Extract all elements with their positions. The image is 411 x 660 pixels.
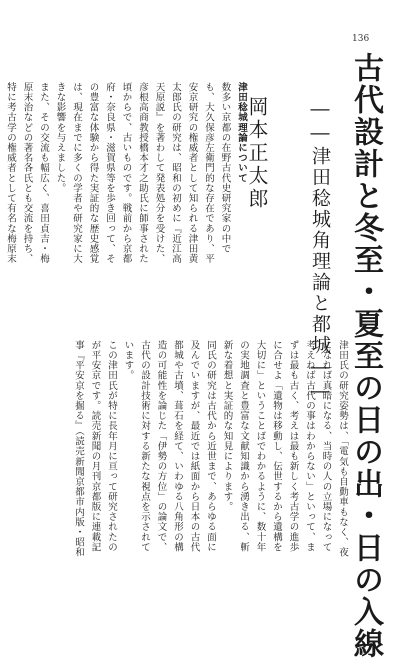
page-number: 136 [352,34,370,44]
section-heading: 津田稔城理論について [236,82,247,183]
article-subtitle: ――津田稔城角理論と都城―― [309,98,331,404]
paragraph: 同氏の研究は古代から近世まで、あらゆる面に及んでいますが、最近では紙面から日本の古代都城や古墳、葺石を経て、いわゆる八角形の構造の可能性を論じた「伊勢の方位」の論文で、古代の設計技術に対する新たな視点を示されています。 [122,340,216,553]
paragraph: 津田氏の研究姿勢は、「電気も自動車もなく、夜になれば真暗になる、当時の人の立場になって考えねば古代の事はわからない」といって、まずは最も古く、考えは最も新しく考古学の進歩に合せよ「遺物は移動し、伝世するから遺構を大切に」ということばでわかるように、数十年の実地調査と豊富な文献知識から湧き出る、斬新な着想と実証的な知見によります。 [221,340,348,558]
paragraph: 数多い京都の在野古代史研究家の中でも、大久保彦左衛門的な存在であり、平安京研究の権威者として知られる津田黄太郎氏の研究は、昭和の初めに『近江高天原説』を著わして発表処分を受けた、彦根高商教授橋本才之助氏に師事された頃からで、古いものです。戦前から京都府・奈良県・滋賀県等を歩き回って、その豊富な体験から得た実証的な歴史感覚は、現在までに多くの学者や研究家に大きな影響を与えました。 [54,82,231,264]
paragraph: この津田氏が特に長年月に亘って研究されたのが平安京です。読売新聞の月刊京都版に連載記事『平安京を掘る』（読売新聞京都市内版・昭和 [73,340,117,558]
paragraph: また、その交流も幅広く、喜田貞吉・梅原末治などの著名各氏とも交流を持ち、特に考古学の権威者として有名な梅原末 [5,82,49,264]
article-title: 古代設計と冬至・夏至の日の出・日の入線 [348,52,383,660]
author-name: 岡本正太郎 [245,96,269,211]
upper-text-block [5,82,249,272]
lower-text-block [60,340,350,560]
